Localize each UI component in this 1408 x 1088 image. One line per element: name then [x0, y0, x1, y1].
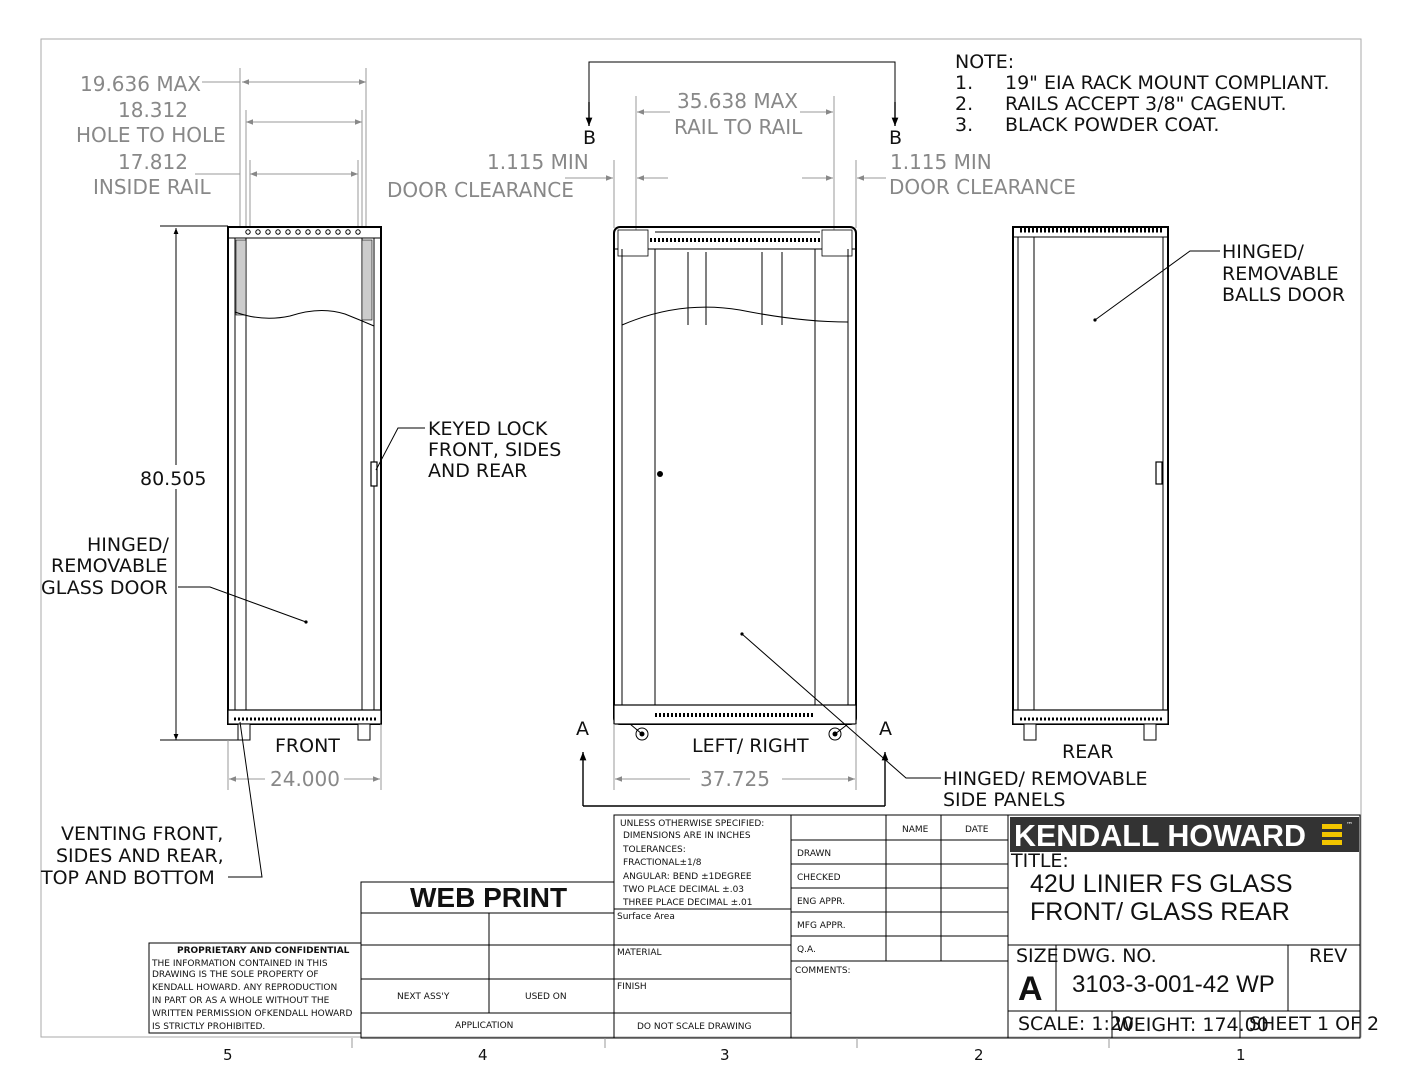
- row-drawn: DRAWN: [797, 849, 832, 859]
- notes-block: [955, 51, 1329, 136]
- row-checked: CHECKED: [797, 873, 841, 883]
- callout-vent-1: VENTING FRONT,: [61, 823, 224, 845]
- dim-height: 80.505: [140, 468, 207, 490]
- size-value: A: [1018, 970, 1043, 1008]
- title-line-2: FRONT/ GLASS REAR: [1030, 898, 1290, 926]
- callout-lock-2: FRONT, SIDES: [428, 439, 562, 461]
- zone-markers: [223, 1038, 1246, 1064]
- proprietary-line-6: IS STRICTLY PROHIBITED.: [152, 1022, 266, 1032]
- dim-rail-label: RAIL TO RAIL: [674, 115, 803, 139]
- used-on-label: USED ON: [525, 992, 567, 1002]
- zone-4: 4: [478, 1046, 488, 1064]
- callout-glass-door-2: REMOVABLE: [51, 555, 168, 577]
- front-top-vents: [246, 230, 360, 234]
- dim-door-clear-right-value: 1.115 MIN: [890, 150, 992, 174]
- zone-3: 3: [720, 1046, 730, 1064]
- zone-5: 5: [223, 1046, 233, 1064]
- rear-cabinet-outline: [1013, 227, 1168, 724]
- section-b-left: B: [583, 127, 597, 149]
- rear-view-label: REAR: [1062, 741, 1114, 763]
- row-eng-appr: ENG APPR.: [797, 897, 846, 907]
- logo-tm: ™: [1346, 821, 1353, 829]
- front-cabinet-outline: [228, 227, 381, 724]
- callout-balls-door-1: HINGED/: [1222, 241, 1304, 263]
- tol-line-3: TOLERANCES:: [623, 845, 686, 855]
- section-b-right: B: [889, 127, 903, 149]
- note-2-num: 2.: [955, 93, 974, 115]
- callout-glass-door-3: GLASS DOOR: [41, 577, 168, 599]
- dim-inside-label: INSIDE RAIL: [93, 175, 211, 199]
- note-1-text: 19" EIA RACK MOUNT COMPLIANT.: [1005, 72, 1330, 94]
- callout-balls-door-3: BALLS DOOR: [1222, 284, 1346, 306]
- callout-side-panels-1: HINGED/ REMOVABLE: [943, 768, 1148, 790]
- proprietary-line-1: THE INFORMATION CONTAINED IN THIS: [152, 959, 328, 969]
- scale-label: SCALE: 1:20: [1018, 1013, 1135, 1035]
- tol-line-6: TWO PLACE DECIMAL ±.03: [623, 885, 745, 895]
- callout-lock-3: AND REAR: [428, 460, 528, 482]
- callout-balls-door-2: REMOVABLE: [1222, 263, 1339, 285]
- sheet-label: SHEET 1 OF 2: [1249, 1013, 1380, 1035]
- callout-vent-2: SIDES AND REAR,: [56, 845, 224, 867]
- tol-line-2: DIMENSIONS ARE IN INCHES: [623, 831, 751, 841]
- weight-label: WEIGHT: 174.00: [1115, 1014, 1269, 1036]
- row-qa: Q.A.: [797, 945, 816, 955]
- callout-glass-door-1: HINGED/: [87, 534, 169, 556]
- tol-line-7: THREE PLACE DECIMAL ±.01: [623, 898, 753, 908]
- callout-side-panels-2: SIDE PANELS: [943, 789, 1066, 811]
- dim-inside-value: 17.812: [118, 150, 188, 174]
- dim-max-width: 19.636 MAX: [80, 72, 201, 96]
- callout-lock-1: KEYED LOCK: [428, 418, 548, 440]
- side-view-label: LEFT/ RIGHT: [692, 735, 809, 757]
- dim-depth: 37.725: [700, 767, 770, 791]
- dim-width: 24.000: [270, 767, 340, 791]
- finish-label: FINISH: [617, 982, 647, 992]
- notes-heading: NOTE:: [955, 51, 1015, 73]
- company-logo-text: KENDALL HOWARD: [1014, 818, 1306, 853]
- dim-door-clear-right-label: DOOR CLEARANCE: [889, 175, 1076, 199]
- application-label: APPLICATION: [455, 1021, 514, 1031]
- rear-lock-icon: [1156, 462, 1162, 484]
- surface-area-label: Surface Area: [617, 912, 675, 922]
- size-label: SIZE: [1016, 945, 1059, 967]
- row-mfg-appr: MFG APPR.: [797, 921, 846, 931]
- logo-stripes-icon: [1322, 824, 1342, 845]
- comments-label: COMMENTS:: [795, 966, 851, 976]
- proprietary-line-4: IN PART OR AS A WHOLE WITHOUT THE: [152, 996, 330, 1006]
- title-block: [149, 815, 1379, 1038]
- title-line-1: 42U LINIER FS GLASS: [1030, 870, 1293, 898]
- rear-view: [1013, 227, 1345, 763]
- side-panel-latch-icon: [657, 471, 663, 477]
- web-print-label: WEB PRINT: [410, 882, 568, 913]
- tol-line-4: FRACTIONAL±1/8: [623, 858, 702, 868]
- note-3-num: 3.: [955, 114, 974, 136]
- section-a-right: A: [879, 718, 892, 740]
- proprietary-line-2: DRAWING IS THE SOLE PROPERTY OF: [152, 970, 319, 980]
- section-a-left: A: [576, 718, 589, 740]
- zone-2: 2: [974, 1046, 984, 1064]
- note-1-num: 1.: [955, 72, 974, 94]
- material-label: MATERIAL: [617, 948, 662, 958]
- next-assy-label: NEXT ASS'Y: [397, 992, 450, 1002]
- proprietary-line-3: KENDALL HOWARD. ANY REPRODUCTION: [152, 983, 338, 993]
- dim-rail-value: 35.638 MAX: [677, 89, 798, 113]
- dim-door-clear-left-value: 1.115 MIN: [487, 150, 589, 174]
- tol-line-1: UNLESS OTHERWISE SPECIFIED:: [620, 819, 765, 829]
- proprietary-line-5: WRITTEN PERMISSION OFKENDALL HOWARD: [152, 1009, 353, 1019]
- col-name-label: NAME: [902, 825, 929, 835]
- rev-label: REV: [1309, 945, 1348, 967]
- dim-hole-value: 18.312: [118, 98, 188, 122]
- col-date-label: DATE: [965, 825, 989, 835]
- side-cabinet-outline: [614, 227, 856, 724]
- dim-door-clear-left-label: DOOR CLEARANCE: [387, 178, 574, 202]
- title-label: TITLE:: [1011, 850, 1069, 872]
- dwg-no-value: 3103-3-001-42 WP: [1072, 971, 1275, 998]
- dwg-no-label: DWG. NO.: [1062, 945, 1157, 967]
- dim-hole-label: HOLE TO HOLE: [76, 123, 226, 147]
- front-view-label: FRONT: [275, 735, 340, 757]
- note-3-text: BLACK POWDER COAT.: [1005, 114, 1220, 136]
- note-2-text: RAILS ACCEPT 3/8" CAGENUT.: [1005, 93, 1287, 115]
- zone-1: 1: [1236, 1046, 1246, 1064]
- do-not-scale-label: DO NOT SCALE DRAWING: [637, 1022, 752, 1032]
- tol-line-5: ANGULAR: BEND ±1DEGREE: [623, 872, 752, 882]
- proprietary-title: PROPRIETARY AND CONFIDENTIAL: [177, 946, 350, 956]
- callout-vent-3: TOP AND BOTTOM: [41, 867, 215, 889]
- front-lock-icon: [371, 462, 377, 486]
